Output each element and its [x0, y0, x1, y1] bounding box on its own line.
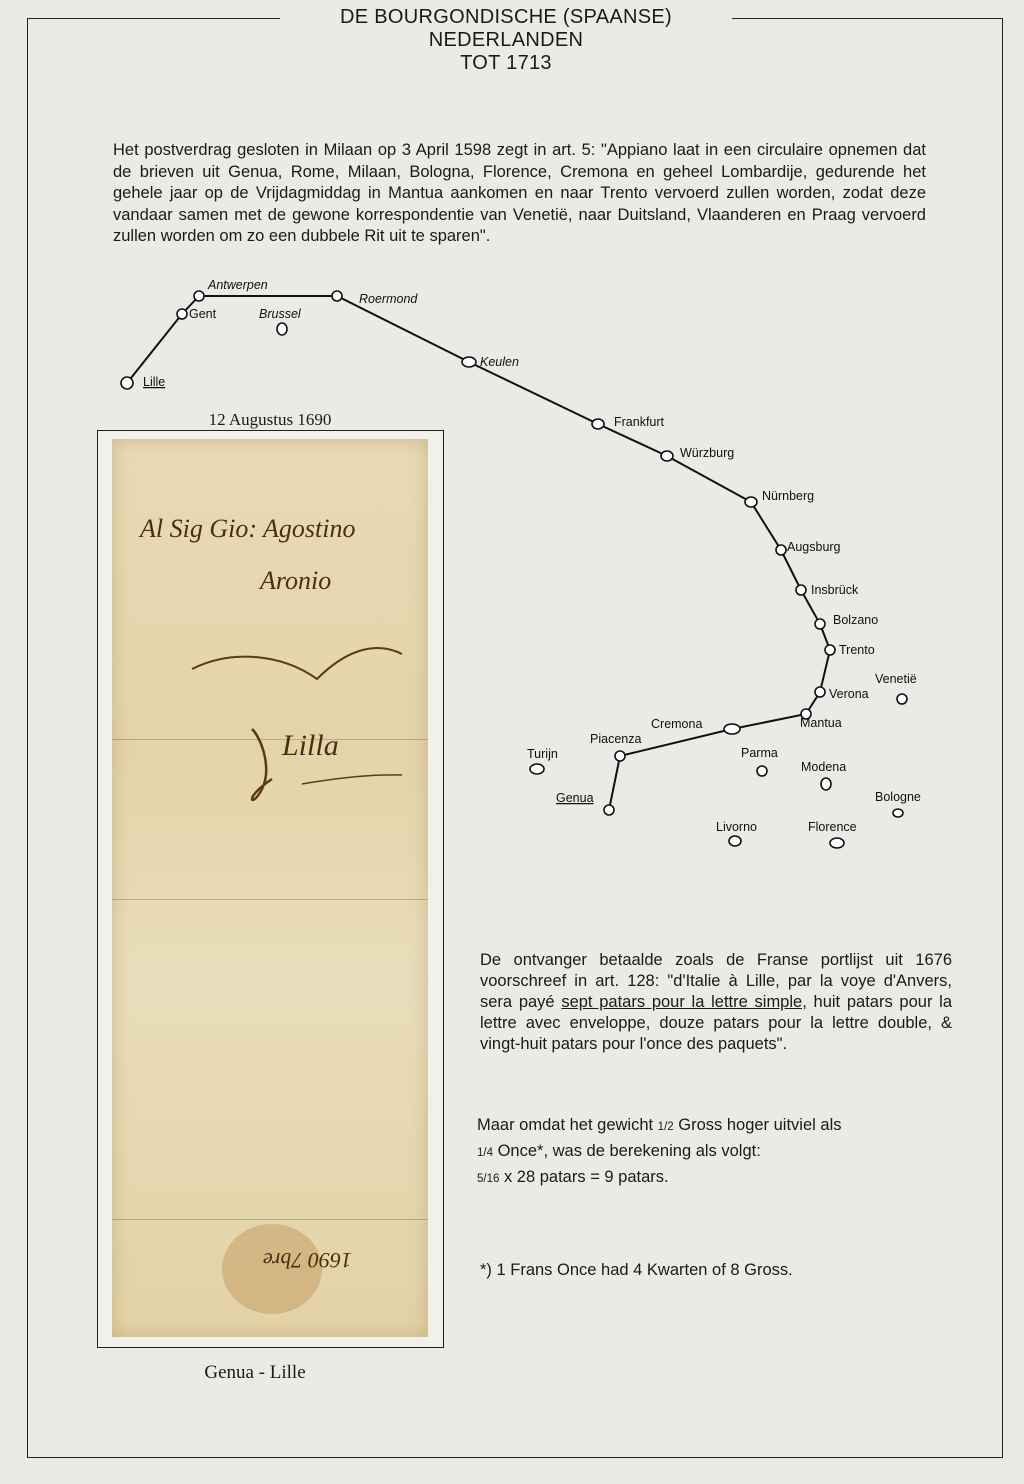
title-line-2: NEDERLANDEN [428, 29, 584, 51]
label-roermond: Roermond [359, 292, 418, 306]
label-gent: Gent [189, 307, 217, 321]
intro-paragraph: Het postverdrag gesloten in Milaan op 3 April 1598 zegt in art. 5: "Appiano laat in een circulaire opnemen dat de brieven uit Genua, Rome, Milaan, Bologna, Florence, Cremona en geheel Lombardije, gedurende het gehele jaar op de Vrijdagmiddag in Mantua aankomen en naar Trento vervoerd zullen worden, zodat deze vandaar samen met de gewone korrespondentie van Venetië, naar Duitsland, Vlaanderen en Praag vervoerd zullen worden om zo een dubbele Rit uit te sparen". [113, 141, 926, 245]
calculation-paragraph [477, 1113, 957, 1191]
route-node-verona [815, 687, 825, 697]
label-cremona: Cremona [651, 717, 703, 731]
tariff-paragraph [480, 950, 952, 1055]
label-wurzburg: Würzburg [680, 446, 735, 460]
route-node-wurzburg [661, 451, 673, 461]
route-node-nurnberg [745, 497, 757, 507]
route-node-cremona [724, 724, 740, 734]
route-node-insbruck [796, 585, 806, 595]
letter-address-line-2: Aronio [260, 566, 332, 595]
city-node-bologne [893, 809, 903, 817]
label-modena: Modena [801, 760, 847, 774]
city-node-livorno [729, 836, 741, 846]
tariff-text-part-2: huit patars pour la lettre avec enveloppe, douze patars pour la lettre double, & vingt-huit patars pour l'once des paquets". [480, 993, 953, 1053]
label-trento: Trento [839, 643, 875, 657]
label-verona: Verona [829, 687, 869, 701]
label-piacenza: Piacenza [590, 732, 642, 746]
letter-image [112, 439, 428, 1337]
label-genua: Genua [556, 791, 594, 805]
label-bolzano: Bolzano [833, 613, 879, 627]
city-node-brussel [277, 323, 287, 335]
route-node-frankfurt [592, 419, 604, 429]
calc-fraction-five-sixteenths: 5/16 [477, 1173, 500, 1185]
route-node-keulen [462, 357, 476, 367]
label-livorno: Livorno [716, 820, 757, 834]
tariff-text-underlined: sept patars pour la lettre simple, [561, 993, 807, 1011]
title-line-1: DE BOURGONDISCHE (SPAANSE) [340, 6, 672, 28]
letter-address-line-1: Al Sig Gio: Agostino [140, 514, 356, 543]
label-brussel: Brussel [259, 307, 301, 321]
letter-frame [97, 430, 444, 1348]
title-line-3: TOT 1713 [460, 52, 552, 74]
footnote: *) 1 Frans Once had 4 Kwarten of 8 Gross. [480, 1261, 793, 1279]
city-node-venetie [897, 694, 907, 704]
label-antwerpen: Antwerpen [208, 278, 268, 292]
label-mantua: Mantua [800, 716, 842, 730]
letter-handwriting [112, 439, 428, 1337]
calc-fraction-quarter: 1/4 [477, 1147, 493, 1159]
route-node-bolzano [815, 619, 825, 629]
label-florence: Florence [808, 820, 857, 834]
label-parma: Parma [741, 746, 778, 760]
route-node-genua [604, 805, 614, 815]
label-venetie: Venetië [875, 672, 917, 686]
calc-line-2b: Once*, was de berekening als volgt: [493, 1142, 761, 1160]
city-node-turijn [530, 764, 544, 774]
letter-docket: 1690 7bre [262, 1248, 352, 1273]
tariff-text-part-1: De ontvanger betaalde zoals de Franse portlijst uit 1676 voorschreef in art. 128: "d'Italie à Lille, par la voye d'Anvers, sera payé [480, 951, 952, 1011]
label-nurnberg: Nürnberg [762, 489, 815, 503]
route-node-trento [825, 645, 835, 655]
route-node-roermond [332, 291, 342, 301]
label-frankfurt: Frankfurt [614, 415, 665, 429]
calc-line-1b: Gross hoger uitviel als [673, 1116, 842, 1134]
route-node-gent [177, 309, 187, 319]
route-node-antwerpen [194, 291, 204, 301]
label-insbruck: Insbrück [811, 583, 859, 597]
label-bologne: Bologne [875, 790, 921, 804]
route-node-piacenza [615, 751, 625, 761]
letter-route-caption: Genua - Lille [204, 1362, 306, 1383]
city-node-florence [830, 838, 844, 848]
label-lille: Lille [143, 375, 166, 389]
calc-line-3b: x 28 patars = 9 patars. [499, 1168, 669, 1186]
city-node-parma [757, 766, 767, 776]
calc-line-1a: Maar omdat het gewicht [477, 1116, 658, 1134]
letter-destination: Lilla [282, 729, 339, 762]
route-node-augsburg [776, 545, 786, 555]
label-augsburg: Augsburg [787, 540, 841, 554]
route-node-lille [121, 377, 133, 389]
letter-date-caption: 12 Augustus 1690 [208, 410, 332, 429]
label-keulen: Keulen [480, 355, 519, 369]
city-node-modena [821, 778, 831, 790]
calc-fraction-half: 1/2 [657, 1121, 674, 1133]
label-turijn: Turijn [527, 747, 558, 761]
